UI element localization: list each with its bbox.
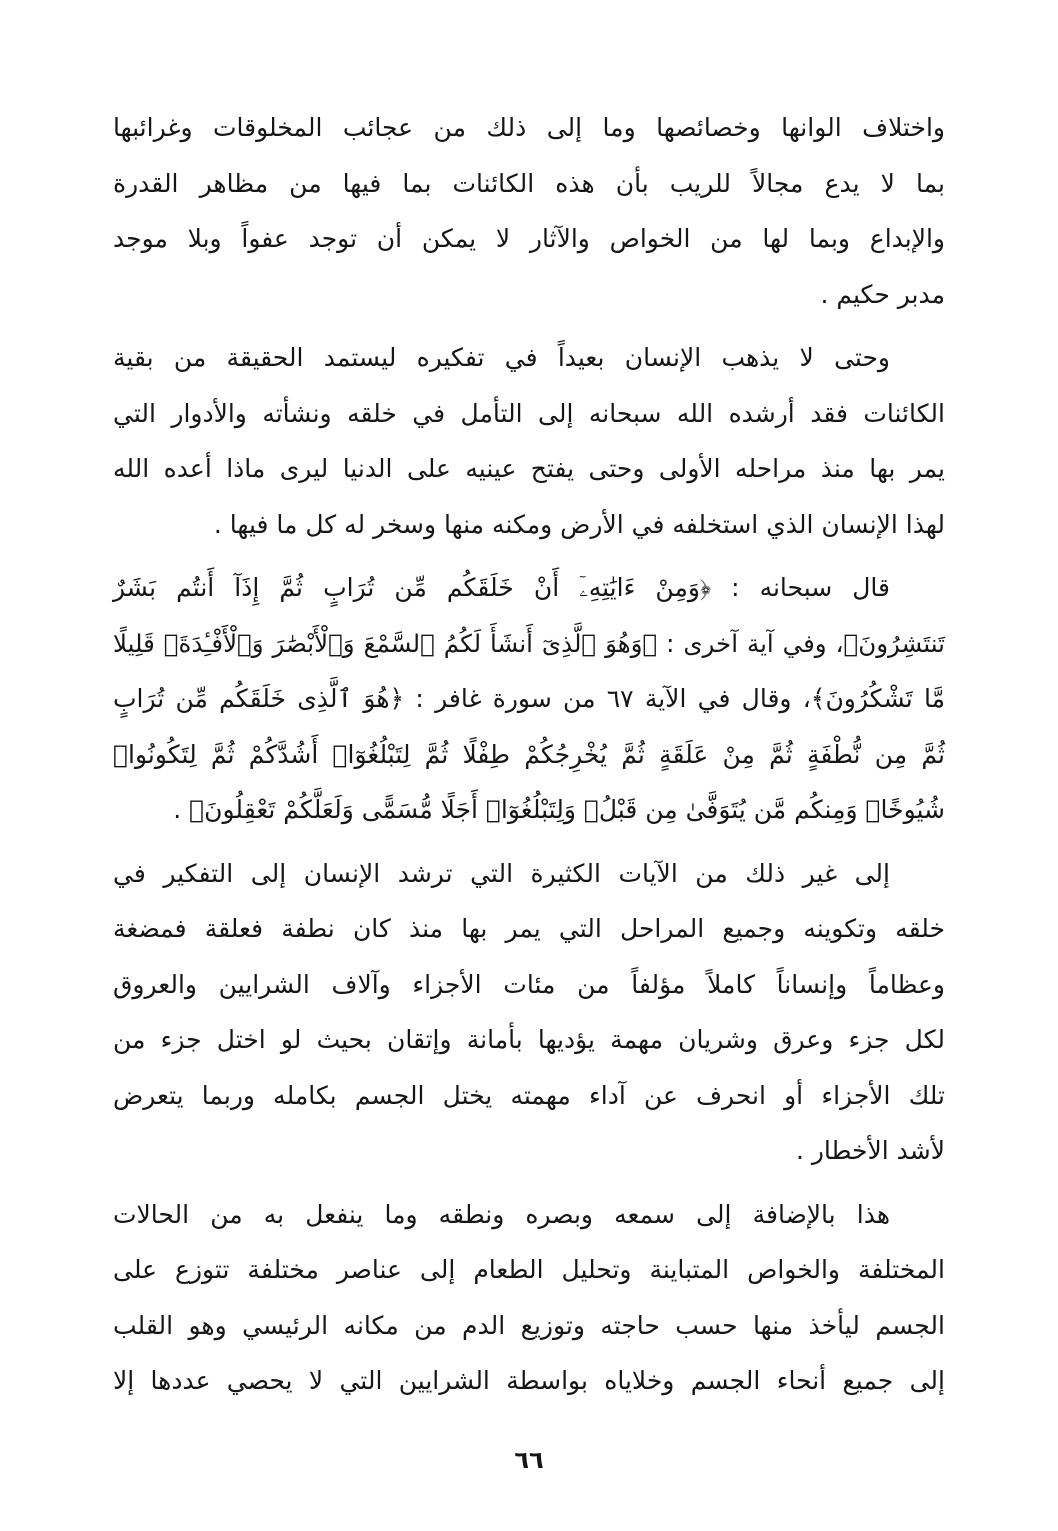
- text-line: إلى جميع أنحاء الجسم وخلاياه بواسطة الشرايين التي لا يحصي عددها إلا: [113, 1366, 945, 1395]
- paragraph: [113, 846, 945, 1179]
- paragraph: [113, 330, 945, 552]
- text-line: والإبداع وبما لها من الخواص والآثار لا يمكن أن توجد عفواً وبلا موجد: [113, 224, 945, 253]
- text-line: بما لا يدع مجالاً للريب بأن هذه الكائنات بما فيها من مظاهر القدرة: [113, 168, 945, 198]
- text-line: خلقه وتكوينه وجميع المراحل التي يمر بها منذ كان نطفة فعلقة فمضغة: [113, 914, 945, 943]
- text-line: مدبر حكيم .: [820, 279, 945, 309]
- text-line: المختلفة والخواص المتباينة وتحليل الطعام إلى عناصر مختلفة تتوزع على: [113, 1255, 945, 1284]
- text-line: هذا بالإضافة إلى سمعه وبصره ونطقه وما ينفعل به من الحالات: [113, 1199, 890, 1229]
- text-line: لكل جزء وعرق وشريان مهمة يؤديها بأمانة وإتقان بحيث لو اختل جزء من: [113, 1025, 945, 1054]
- text-line: وحتى لا يذهب الإنسان بعيداً في تفكيره ليستمد الحقيقة من بقية: [113, 343, 890, 372]
- text-line: واختلاف الوانها وخصائصها وما إلى ذلك من عجائب المخلوقات وغرائبها: [113, 113, 945, 142]
- text-line: تلك الأجزاء أو انحرف عن آداء مهمته يختل الجسم بكامله وربما يتعرض: [113, 1080, 945, 1110]
- text-line: ثُمَّ مِن نُّطْفَةٍ ثُمَّ مِنْ عَلَقَةٍ ثُمَّ يُخْرِجُكُمْ طِفْلًا ثُمَّ لِتَبْلُغُوٓا۟ أَشُدَّكُمْ ثُمَّ لِتَكُونُوا۟: [113, 739, 945, 769]
- text-line: شُيُوخًاۚ وَمِنكُم مَّن يُتَوَفَّىٰ مِن قَبْلُۖ وَلِتَبْلُغُوٓا۟ أَجَلًا مُّسَمًّى وَلَعَلَّكُمْ تَعْقِلُونَ﴾ .: [173, 795, 945, 824]
- page-number: ٦٦: [514, 1446, 544, 1474]
- text-line: لهذا الإنسان الذي استخلفه في الأرض ومكنه منها وسخر له كل ما فيها .: [213, 509, 945, 539]
- text-line: يمر بها منذ مراحله الأولى وحتى يفتح عينيه على الدنيا ليرى ماذا أعده الله: [113, 454, 945, 483]
- text-line: لأشد الأخطار .: [795, 1136, 945, 1165]
- text-line: تَنتَشِرُونَ﴾، وفي آية آخرى : ﴿وَهُوَ ٱلَّذِىٓ أَنشَأَ لَكُمُ ٱلسَّمْعَ وَٱلْأَبْصَٰرَ وَٱلْأَفْـِٔدَةَۚ قَلِيلًا: [113, 628, 945, 658]
- text-line: مَّا تَشْكُرُونَ﴾، وقال في الآية ٦٧ من سورة غافر : ﴿هُوَ ٱلَّذِى خَلَقَكُم مِّن تُرَابٍ: [113, 684, 945, 713]
- text-line: الجسم ليأخذ منها حسب حاجته وتوزيع الدم من مكانه الرئيسي وهو القلب: [113, 1310, 945, 1340]
- quran-verses-paragraph: [113, 560, 945, 838]
- paragraph: [113, 1187, 945, 1409]
- paragraph: [113, 100, 945, 322]
- text-line: إلى غير ذلك من الآيات الكثيرة التي ترشد الإنسان إلى التفكير في: [113, 858, 890, 888]
- text-line: وعظاماً وإنساناً كاملاً مؤلفاً من مئات الأجزاء وآلاف الشرايين والعروق: [113, 969, 945, 999]
- text-line: قال سبحانه : ﴿وَمِنْ ءَايَٰتِهِۦٓ أَنْ خَلَقَكُم مِّن تُرَابٍ ثُمَّ إِذَآ أَنتُم بَشَرٌ: [113, 573, 890, 602]
- page-body-text: [113, 100, 945, 1417]
- text-line: الكائنات فقد أرشده الله سبحانه إلى التأمل في خلقه ونشأته والأدوار التي: [113, 398, 945, 428]
